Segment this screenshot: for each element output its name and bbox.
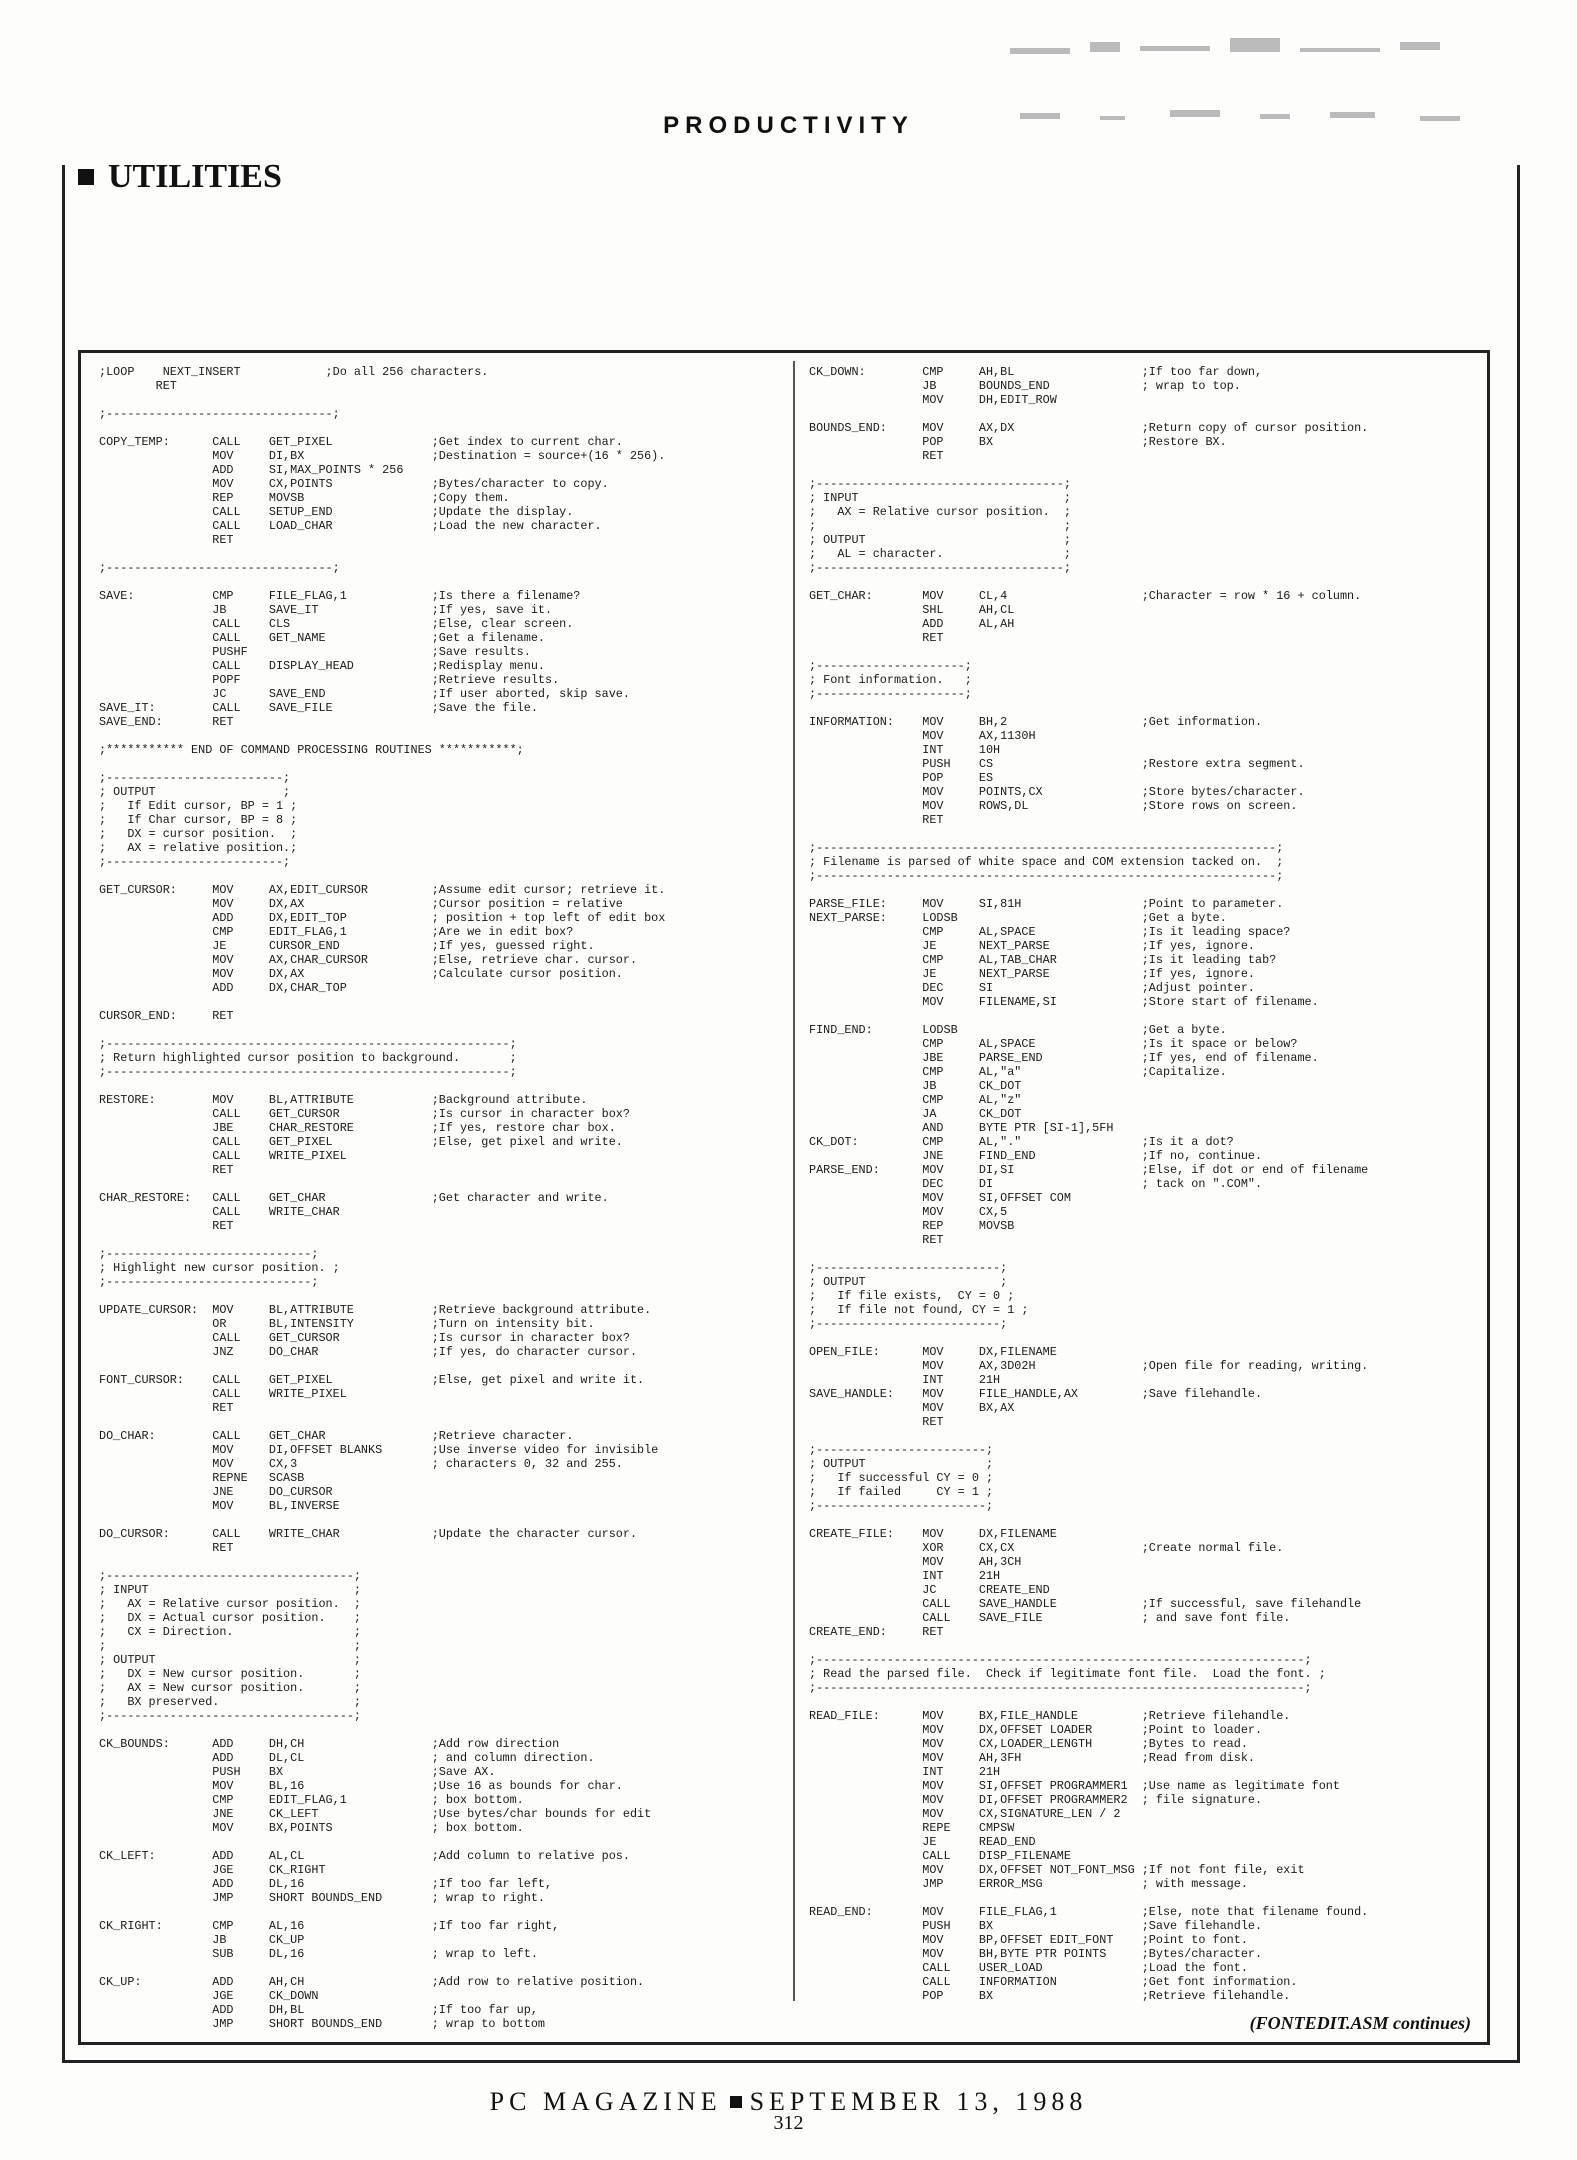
section-title-text: UTILITIES <box>108 158 282 195</box>
listing-left-column <box>99 365 789 2031</box>
listing-left-text: ;LOOP NEXT_INSERT ;Do all 256 characters. RET ;--------------------------------; COPY_TEMP: CALL GET_PIXEL ;Get index to current char. MOV DI,BX ;Destination = source+(16 * 256). ADD SI,MAX_POINTS * 256 MOV CX,POINTS ;Bytes/character to copy. REP MOVSB ;Copy them. CALL SETUP_END ;Update the display. CALL LOAD_CHAR ;Load the new character. RET ;--------------------------------; SAVE: CMP FILE_FLAG,1 ;Is there a filename? JB SAVE_IT ;If yes, save it. CALL CLS ;Else, clear screen. CALL GET_NAME ;Get a filename. PUSHF ;Save results. CALL DISPLAY_HEAD ;Redisplay menu. POPF ;Retrieve results. JC SAVE_END ;If user aborted, skip save. SAVE_IT: CALL SAVE_FILE ;Save the file. SAVE_END: RET ;*********** END OF COMMAND PROCESSING ROUTINES ***********; ;-------------------------; ; OUTPUT ; ; If Edit cursor, BP = 1 ; ; If Char cursor, BP = 8 ; ; DX = cursor position. ; ; AX = relative position.; ;-------------------------; GET_CURSOR: MOV AX,EDIT_CURSOR ;Assume edit cursor; retrieve it. MOV DX,AX ;Cursor position = relative ADD DX,EDIT_TOP ; position + top left of edit box CMP EDIT_FLAG,1 ;Are we in edit box? JE CURSOR_END ;If yes, guessed right. MOV AX,CHAR_CURSOR ;Else, retrieve char. cursor. MOV DX,AX ;Calculate cursor position. ADD DX,CHAR_TOP CURSOR_END: RET ;---------------------------------------------------------; ; Return highlighted cursor position to background. ; ;---------------------------------------------------------; RESTORE: MOV BL,ATTRIBUTE ;Background attribute. CALL GET_CURSOR ;Is cursor in character box? JBE CHAR_RESTORE ;If yes, restore char box. CALL GET_PIXEL ;Else, get pixel and write. CALL WRITE_PIXEL RET CHAR_RESTORE: CALL GET_CHAR ;Get character and write. CALL WRITE_CHAR RET ;-----------------------------; ; Highlight new cursor position. ; ;-----------------------------; UPDATE_CURSOR: MOV BL,ATTRIBUTE ;Retrieve background attribute. OR BL,INTENSITY ;Turn on intensity bit. CALL GET_CURSOR ;Is cursor in character box? JNZ DO_CHAR ;If yes, do character cursor. FONT_CURSOR: CALL GET_PIXEL ;Else, get pixel and write it. CALL WRITE_PIXEL RET DO_CHAR: CALL GET_CHAR ;Retrieve character. MOV DI,OFFSET BLANKS ;Use inverse video for invisible MOV CX,3 ; characters 0, 32 and 255. REPNE SCASB JNE DO_CURSOR MOV BL,INVERSE DO_CURSOR: CALL WRITE_CHAR ;Update the character cursor. RET ;-----------------------------------; ; INPUT ; ; AX = Relative cursor position. ; ; DX = Actual cursor position. ; ; CX = Direction. ; ; ; ; OUTPUT ; ; DX = New cursor position. ; ; AX = New cursor position. ; ; BX preserved. ; ;-----------------------------------; CK_BOUNDS: ADD DH,CH ;Add row direction ADD DL,CL ; and column direction. PUSH BX ;Save AX. MOV BL,16 ;Use 16 as bounds for char. CMP EDIT_FLAG,1 ; box bottom. JNE CK_LEFT ;Use bytes/char bounds for edit MOV BX,POINTS ; box bottom. CK_LEFT: ADD AL,CL ;Add column to relative pos. JGE CK_RIGHT ADD DL,16 ;If too far left, JMP SHORT BOUNDS_END ; wrap to right. CK_RIGHT: CMP AL,16 ;If too far right, JB CK_UP SUB DL,16 ; wrap to left. CK_UP: ADD AH,CH ;Add row to relative position. JGE CK_DOWN ADD DH,BL ;If too far up, JMP SHORT BOUNDS_END ; wrap to bottom <box>99 365 666 2031</box>
page-number: 312 <box>773 2112 804 2134</box>
footer-date: SEPTEMBER 13, 1988 <box>749 2087 1088 2116</box>
continued-note: (FONTEDIT.ASM continues) <box>1249 2013 1471 2033</box>
bullet-square-icon <box>78 169 94 185</box>
section-title <box>78 158 282 196</box>
footer-square-icon <box>730 2096 742 2108</box>
page-kicker: PRODUCTIVITY <box>663 112 914 139</box>
code-listing <box>78 350 1490 2045</box>
footer-magazine: PC MAGAZINE <box>489 2087 722 2116</box>
column-divider <box>793 361 795 2001</box>
listing-right-text: CK_DOWN: CMP AH,BL ;If too far down, JB BOUNDS_END ; wrap to top. MOV DH,EDIT_ROW BOUNDS_END: MOV AX,DX ;Return copy of cursor position. POP BX ;Restore BX. RET ;-----------------------------------; ; INPUT ; ; AX = Relative cursor position. ; ; ; ; OUTPUT ; ; AL = character. ; ;-----------------------------------; GET_CHAR: MOV CL,4 ;Character = row * 16 + column. SHL AH,CL ADD AL,AH RET ;---------------------; ; Font information. ; ;---------------------; INFORMATION: MOV BH,2 ;Get information. MOV AX,1130H INT 10H PUSH CS ;Restore extra segment. POP ES MOV POINTS,CX ;Store bytes/character. MOV ROWS,DL ;Store rows on screen. RET ;-----------------------------------------------------------------; ; Filename is parsed of white space and COM extension tacked on. ; ;-----------------------------------------------------------------; PARSE_FILE: MOV SI,81H ;Point to parameter. NEXT_PARSE: LODSB ;Get a byte. CMP AL,SPACE ;Is it leading space? JE NEXT_PARSE ;If yes, ignore. CMP AL,TAB_CHAR ;Is it leading tab? JE NEXT_PARSE ;If yes, ignore. DEC SI ;Adjust pointer. MOV FILENAME,SI ;Store start of filename. FIND_END: LODSB ;Get a byte. CMP AL,SPACE ;Is it space or below? JBE PARSE_END ;If yes, end of filename. CMP AL,"a" ;Capitalize. JB CK_DOT CMP AL,"z" JA CK_DOT AND BYTE PTR [SI-1],5FH CK_DOT: CMP AL,"." ;Is it a dot? JNE FIND_END ;If no, continue. PARSE_END: MOV DI,SI ;Else, if dot or end of filename DEC DI ; tack on ".COM". MOV SI,OFFSET COM MOV CX,5 REP MOVSB RET ;--------------------------; ; OUTPUT ; ; If file exists, CY = 0 ; ; If file not found, CY = 1 ; ;--------------------------; OPEN_FILE: MOV DX,FILENAME MOV AX,3D02H ;Open file for reading, writing. INT 21H SAVE_HANDLE: MOV FILE_HANDLE,AX ;Save filehandle. MOV BX,AX RET ;------------------------; ; OUTPUT ; ; If successful CY = 0 ; ; If failed CY = 1 ; ;------------------------; CREATE_FILE: MOV DX,FILENAME XOR CX,CX ;Create normal file. MOV AH,3CH INT 21H JC CREATE_END CALL SAVE_HANDLE ;If successful, save filehandle CALL SAVE_FILE ; and save font file. CREATE_END: RET ;---------------------------------------------------------------------; ; Read the parsed file. Check if legitimate font file. Load the font. ; ;---------------------------------------------------------------------; READ_FILE: MOV BX,FILE_HANDLE ;Retrieve filehandle. MOV DX,OFFSET LOADER ;Point to loader. MOV CX,LOADER_LENGTH ;Bytes to read. MOV AH,3FH ;Read from disk. INT 21H MOV SI,OFFSET PROGRAMMER1 ;Use name as legitimate font MOV DI,OFFSET PROGRAMMER2 ; file signature. MOV CX,SIGNATURE_LEN / 2 REPE CMPSW JE READ_END CALL DISP_FILENAME MOV DX,OFFSET NOT_FONT_MSG ;If not font file, exit JMP ERROR_MSG ; with message. READ_END: MOV FILE_FLAG,1 ;Else, note that filename found. PUSH BX ;Save filehandle. MOV BP,OFFSET EDIT_FONT ;Point to font. MOV BH,BYTE PTR POINTS ;Bytes/character. CALL USER_LOAD ;Load the font. CALL INFORMATION ;Get font information. POP BX ;Retrieve filehandle. <box>809 365 1369 2003</box>
listing-right-column <box>809 365 1489 2020</box>
